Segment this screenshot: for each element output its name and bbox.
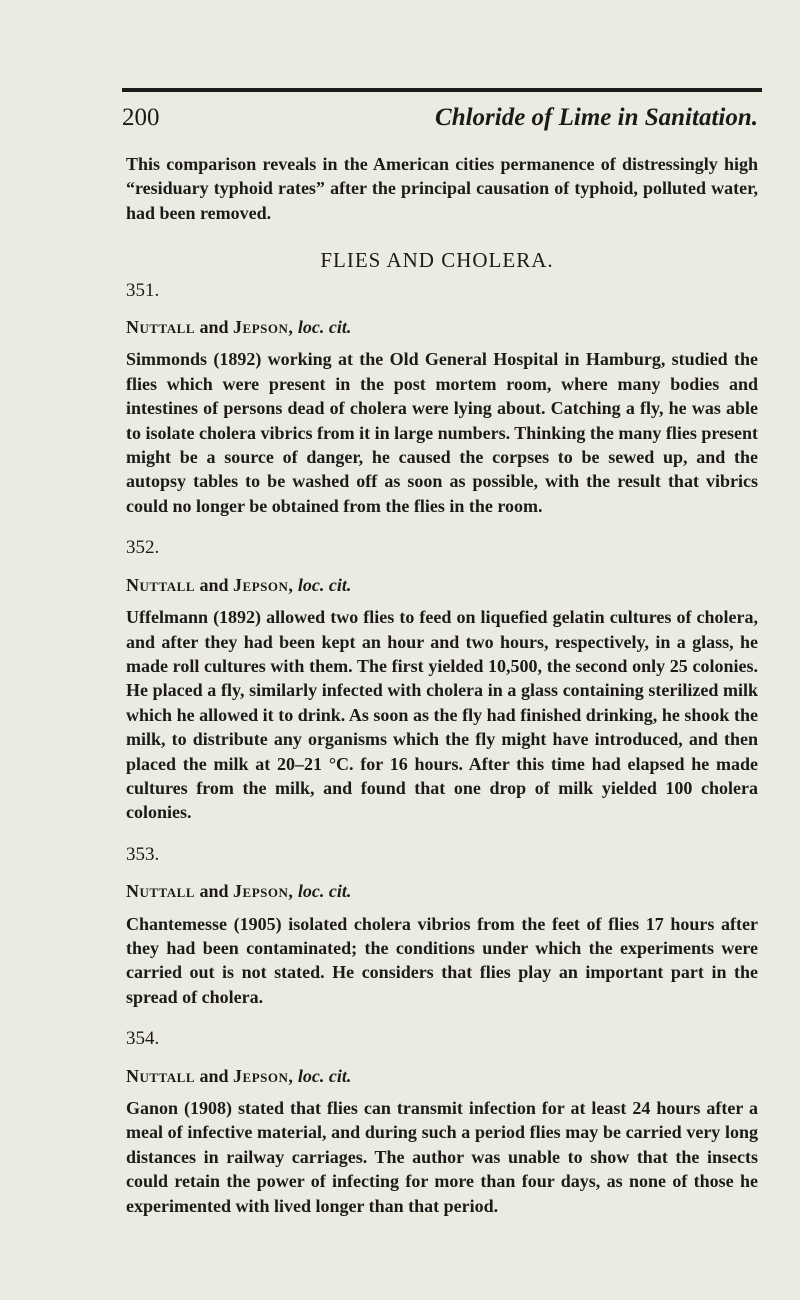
running-title: Chloride of Lime in Sanitation. <box>435 104 758 131</box>
entry-citation <box>126 1064 758 1088</box>
entry-352 <box>126 536 758 824</box>
citation-loc: loc. cit. <box>297 881 352 902</box>
entry-text: Chantemesse (1905) isolated cholera vibrios from the feet of flies 17 hours after they had been contaminated; the conditions under which the experiments were carried out is not stated. He considers that flies play an important part in the spread of cholera. <box>126 913 758 1007</box>
citation-coauthor: Jepson, <box>233 1065 294 1086</box>
entry-text: Ganon (1908) stated that flies can transmit infection for at least 24 hours after a meal of infective material, and during such a period flies may be carried very long distances in railway carriages. The author was unable to show that the insects could retain the power of infecting for more than four days, as none of those he experimented with lived longer than that period. <box>126 1098 758 1216</box>
entry-text: Uffelmann (1892) allowed two flies to feed on liquefied gelatin cultures of cholera, and after they had been kept an hour and two hours, respectively, in a glass, he made roll cultures with them. The first yielded 10,500, the second only 25 colonies. He placed a fly, similarly infected with cholera in a glass containing sterilized milk which he allowed it to drink. As soon as the fly had finished drinking, he shook the milk, to distribute any organisms which the fly might have introduced, and then placed the milk at 20–21 °C. for 16 hours. After this time had elapsed he made cultures from the milk, and found that one drop of milk yielded 100 cholera colonies. <box>126 607 758 823</box>
entry-number: 351. <box>126 279 160 301</box>
section-heading: FLIES AND CHOLERA. <box>320 248 554 273</box>
entry-number: 352. <box>126 537 160 559</box>
citation-and: and <box>195 574 234 595</box>
citation-coauthor: Jepson, <box>233 574 294 595</box>
citation-author: Nuttall <box>126 574 195 595</box>
citation-author: Nuttall <box>126 1065 195 1086</box>
page-body <box>126 152 758 1218</box>
entry-351 <box>126 279 758 519</box>
citation-coauthor: Jepson, <box>233 881 294 902</box>
citation-and: and <box>195 317 234 338</box>
citation-and: and <box>195 881 234 902</box>
citation-loc: loc. cit. <box>297 574 352 595</box>
entry-citation <box>126 879 758 903</box>
citation-loc: loc. cit. <box>297 1065 352 1086</box>
citation-author: Nuttall <box>126 317 195 338</box>
citation-loc: loc. cit. <box>297 317 352 338</box>
citation-coauthor: Jepson, <box>233 317 294 338</box>
page-header <box>122 88 762 148</box>
entry-number: 353. <box>126 843 160 865</box>
entry-353 <box>126 843 758 1009</box>
page-number: 200 <box>122 104 160 131</box>
entry-number: 354. <box>126 1028 160 1050</box>
entry-citation <box>126 573 758 597</box>
entry-text: Simmonds (1892) working at the Old General Hospital in Hamburg, studied the flies which were present in the post mortem room, where many bodies and intestines of persons dead of cholera were lying about. Catching a fly, he was able to isolate cholera vibrics from it in large numbers. Thinking the many flies present might be a source of danger, he caused the corpses to be sewed up, and the autopsy tables to be washed off as soon as possible, with the result that vibrics could no longer be obtained from the flies in the room. <box>126 349 758 516</box>
entry-354 <box>126 1027 758 1218</box>
citation-author: Nuttall <box>126 881 195 902</box>
intro-paragraph: This comparison reveals in the American cities permanence of distressingly high “residuary typhoid rates” after the principal causation of typhoid, polluted water, had been removed. <box>126 154 758 223</box>
entry-citation <box>126 315 758 339</box>
citation-and: and <box>195 1065 234 1086</box>
